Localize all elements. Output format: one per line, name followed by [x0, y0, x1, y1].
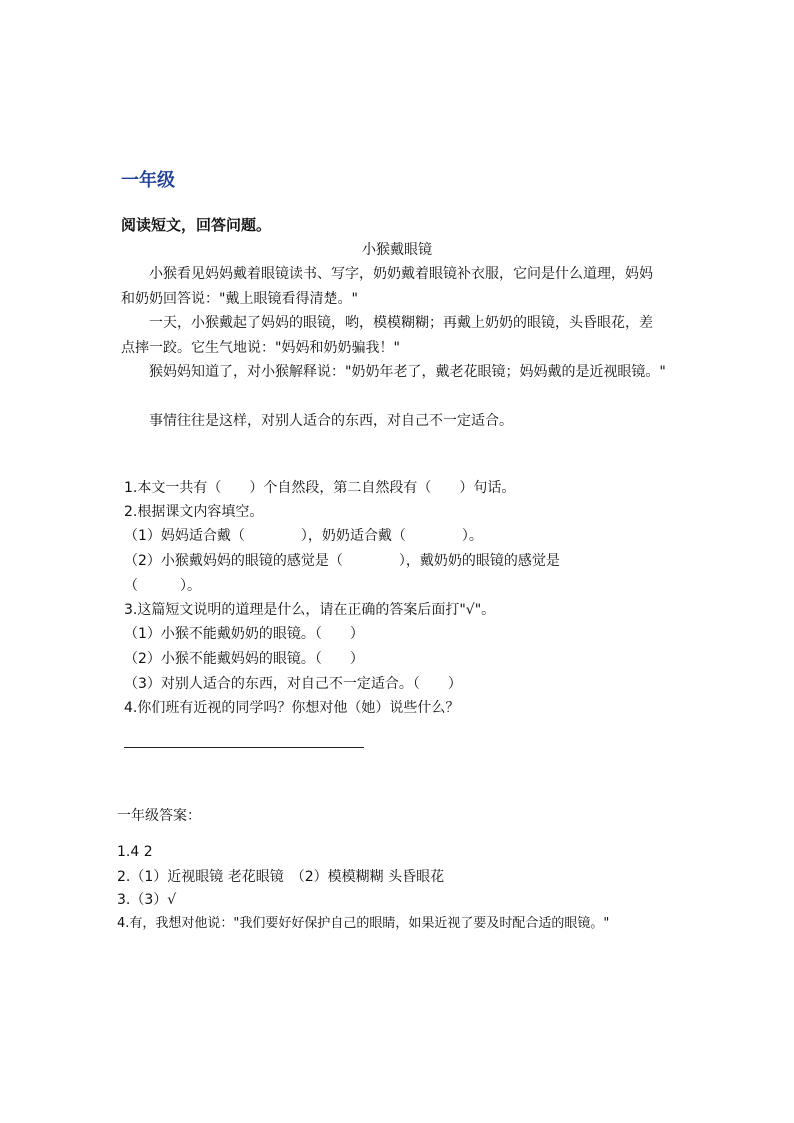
- question-3: 3.这篇短文说明的道理是什么，请在正确的答案后面打"√"。: [124, 602, 496, 618]
- story-paragraph-1: 小猴看见妈妈戴着眼镜读书、写字，奶奶戴着眼镜补衣服，它问是什么道理，妈妈和奶奶回答说："戴上眼镜看得清楚。": [121, 266, 653, 307]
- question-2-part-1: （1）妈妈适合戴（ ），奶奶适合戴（ ）。: [124, 528, 483, 544]
- question-3-option-1: （1）小猴不能戴奶奶的眼镜。（ ）: [124, 626, 364, 642]
- answer-line: [124, 747, 364, 748]
- story-paragraph-2: 一天，小猴戴起了妈妈的眼镜，哟，模模糊糊；再戴上奶奶的眼镜，头昏眼花，差点摔一跤。它生气地说："妈妈和奶奶骗我！": [121, 315, 653, 356]
- question-3-option-3: （3）对别人适合的东西，对自己不一定适合。（ ）: [124, 676, 462, 692]
- question-2-part-2-cont: （ ）。: [124, 578, 201, 594]
- story-title: 小猴戴眼镜: [362, 242, 432, 258]
- answer-3: 3.（3）√: [117, 892, 177, 908]
- answer-2: 2.（1）近视眼镜 老花眼镜 （2）模模糊糊 头昏眼花: [117, 869, 445, 885]
- story-paragraph-3: 猴妈妈知道了，对小猴解释说："奶奶年老了，戴老花眼镜；妈妈戴的是近视眼镜。": [149, 364, 666, 380]
- question-2-part-2: （2）小猴戴妈妈的眼镜的感觉是（ ），戴奶奶的眼镜的感觉是: [124, 553, 560, 569]
- grade-heading: 一年级: [121, 170, 175, 191]
- question-2: 2.根据课文内容填空。: [124, 504, 264, 520]
- question-4: 4.你们班有近视的同学吗？你想对他（她）说些什么？: [124, 700, 460, 716]
- answer-1: 1.4 2: [117, 844, 153, 860]
- story-paragraph-4: 事情往往是这样，对别人适合的东西，对自己不一定适合。: [149, 413, 513, 429]
- question-3-option-2: （2）小猴不能戴妈妈的眼镜。（ ）: [124, 651, 364, 667]
- answer-4: 4.有，我想对他说："我们要好好保护自己的眼睛，如果近视了要及时配合适的眼镜。": [117, 916, 610, 931]
- instruction: 阅读短文，回答问题。: [121, 216, 272, 234]
- question-1: 1.本文一共有（ ）个自然段，第二自然段有（ ）句话。: [124, 480, 516, 496]
- answers-heading: 一年级答案：: [117, 808, 201, 824]
